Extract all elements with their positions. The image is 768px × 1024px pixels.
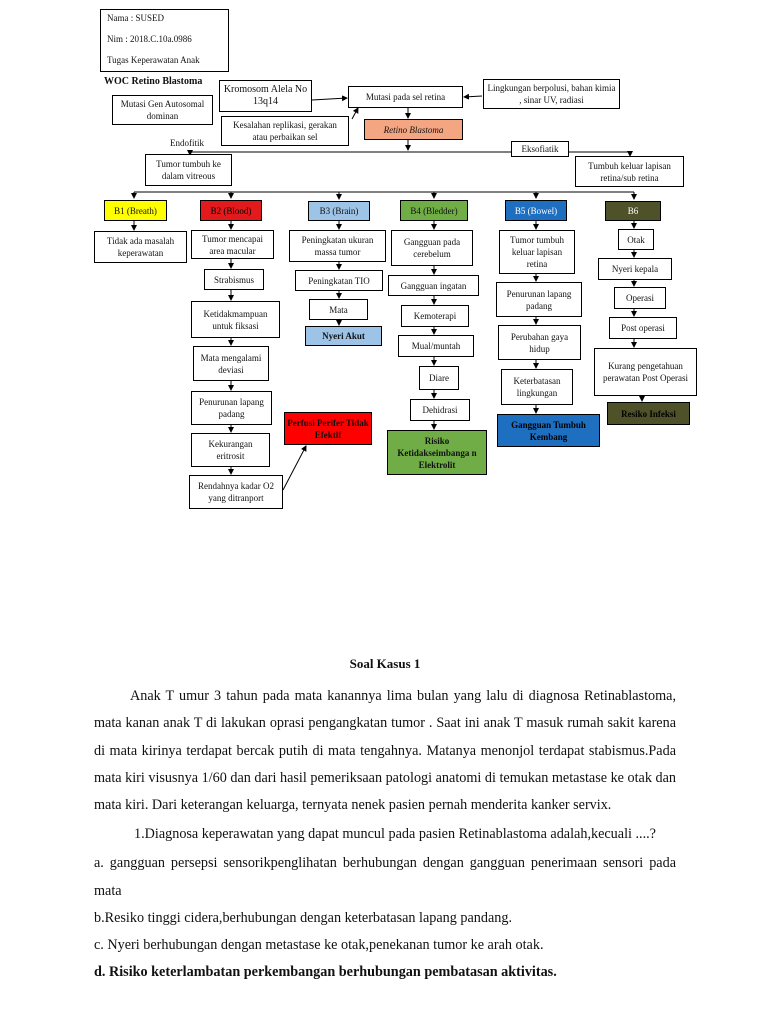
- option-a: a. gangguan persepsi sensorikpenglihatan berhubungan dengan gangguan penerimaan sensori pada mata: [94, 855, 676, 899]
- student-nim: Nim : 2018.C.10a.0986: [107, 34, 192, 44]
- b1-item: Tidak ada masalah keperawatan: [94, 231, 187, 263]
- case-study: [94, 650, 676, 986]
- option-d: d. Risiko keterlambatan perkembangan berhubungan pembatasan aktivitas.: [94, 964, 557, 981]
- diagnosis-gangguan-tumbuh: Gangguan Tumbuh Kembang: [497, 414, 600, 447]
- b2-item: Tumor mencapai area macular: [191, 230, 274, 259]
- category-b2-blood: B2 (Blood): [200, 200, 262, 221]
- diagnosis-nyeri-akut: Nyeri Akut: [305, 326, 382, 346]
- b2-item: Penurunan lapang padang: [191, 391, 272, 425]
- b4-item: Diare: [419, 366, 459, 390]
- node-kesalahan: Kesalahan replikasi, gerakan atau perbaikan sel: [221, 116, 349, 146]
- option-b: b.Resiko tinggi cidera,berhubungan dengan keterbatasan lapang pandang.: [94, 909, 512, 926]
- b6-item: Otak: [618, 229, 654, 250]
- case-title: Soal Kasus 1: [349, 656, 421, 671]
- case-paragraph: Anak T umur 3 tahun pada mata kanannya lima bulan yang lalu di diagnosa Retinablastoma, mata kanan anak T di lakukan oprasi pengangkatan tumor . Saat ini anak T masuk rumah sakit karena di mata kirinya terdapat bercak putih di mata tengahnya. Matanya menonjol terdapat stabismus.Pada mata kiri visusnya 1/60 dan dari hasil pemeriksaan patologi anatomi di temukan metastase ke otak dan mata kiri. Dari keterangan keluarga, ternyata nenek pasien pernah menderita kanker servix.: [94, 688, 676, 814]
- b4-item: Gangguan pada cerebelum: [391, 230, 473, 266]
- category-b6: B6: [605, 201, 661, 221]
- b6-item: Kurang pengetahuan perawatan Post Operasi: [594, 348, 697, 396]
- node-lingkungan: Lingkungan berpolusi, bahan kimia , sinar UV, radiasi: [483, 79, 620, 109]
- b6-item: Nyeri kepala: [598, 258, 672, 280]
- category-b4-bledder: B4 (Bledder): [400, 200, 468, 221]
- node-retino-blastoma: Retino Blastoma: [364, 119, 463, 140]
- b4-item: Mual/muntah: [398, 335, 474, 357]
- category-b5-bowel: B5 (Bowel): [505, 200, 567, 221]
- b6-item: Operasi: [614, 287, 666, 309]
- b4-item: Gangguan ingatan: [388, 275, 479, 296]
- case-question: 1.Diagnosa keperawatan yang dapat muncul pada pasien Retinablastoma adalah,kecuali ....?: [134, 826, 656, 843]
- b3-item: Peningkatan TIO: [295, 270, 383, 291]
- student-info-box: [100, 9, 229, 72]
- b2-item: Rendahnya kadar O2 yang ditranport: [189, 475, 283, 509]
- label-endofitik: Endofitik: [170, 138, 204, 148]
- b3-item: Peningkatan ukuran massa tumor: [289, 230, 386, 262]
- b3-item: Mata: [309, 299, 368, 320]
- b5-item: Perubahan gaya hidup: [498, 325, 581, 360]
- node-eksofiatik: Eksofiatik: [511, 141, 569, 157]
- node-mutasi-gen: Mutasi Gen Autosomal dominan: [112, 95, 213, 125]
- category-b1-breath: B1 (Breath): [104, 200, 167, 221]
- b2-item: Kekurangan eritrosit: [191, 433, 270, 467]
- category-b3-brain: B3 (Brain): [308, 201, 370, 221]
- b2-item: Ketidakmampuan untuk fiksasi: [191, 301, 280, 338]
- student-name: Nama : SUSED: [107, 13, 164, 23]
- diagnosis-resiko-infeksi: Resiko Infeksi: [607, 402, 690, 425]
- b5-item: Keterbatasan lingkungan: [501, 369, 573, 405]
- node-kromosom: Kromosom Alela No 13q14: [219, 80, 312, 112]
- option-c: c. Nyeri berhubungan dengan metastase ke otak,penekanan tumor ke arah otak.: [94, 937, 544, 954]
- b5-item: Tumor tumbuh keluar lapisan retina: [499, 230, 575, 274]
- node-mutasi-sel: Mutasi pada sel retina: [348, 86, 463, 108]
- diagnosis-perfusi-perifer: Perfusi Perifer Tidak Efektif: [284, 412, 372, 445]
- b4-item: Kemoterapi: [401, 305, 469, 327]
- b6-item: Post operasi: [609, 317, 677, 339]
- diagnosis-risiko-elektrolit: Risiko Ketidakseimbanga n Elektrolit: [387, 430, 487, 475]
- woc-title: WOC Retino Blastoma: [104, 76, 203, 87]
- b2-item: Strabismus: [204, 269, 264, 290]
- b2-item: Mata mengalami deviasi: [193, 346, 269, 381]
- node-tumor-vitreous: Tumor tumbuh ke dalam vitreous: [145, 154, 232, 186]
- task-title: Tugas Keperawatan Anak: [107, 55, 200, 65]
- node-tumbuh-keluar: Tumbuh keluar lapisan retina/sub retina: [575, 156, 684, 187]
- b5-item: Penurunan lapang padang: [496, 282, 582, 317]
- b4-item: Dehidrasi: [410, 399, 470, 421]
